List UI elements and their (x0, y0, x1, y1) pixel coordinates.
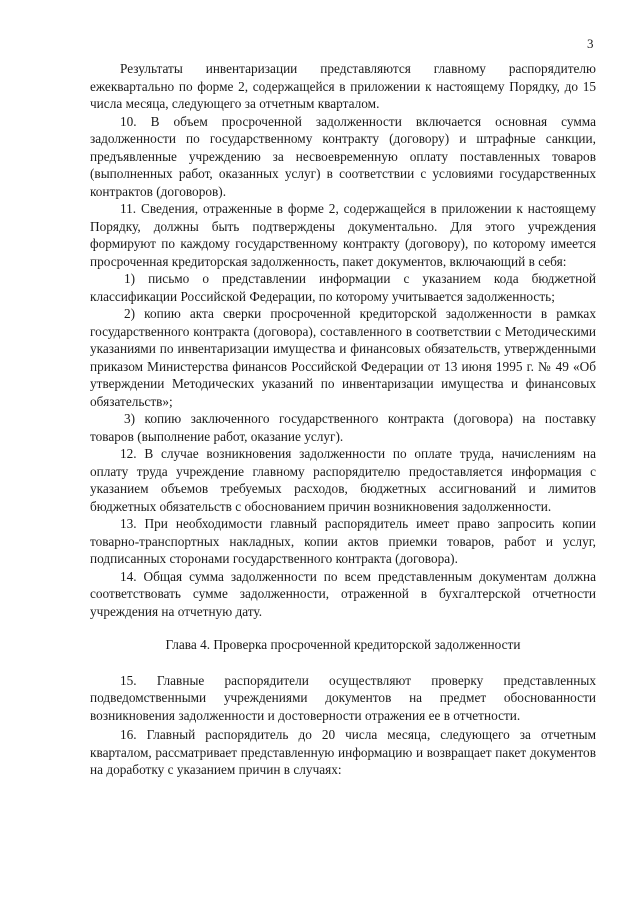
paragraph-inventory-results: Результаты инвентаризации представляются главному распорядителю ежеквартально по форме 2, содержащейся в приложении к настоящему Порядку, до 15 числа месяца, следующего за отчетным кварталом. (90, 61, 596, 111)
list-item-1: 1) письмо о представлении информации с указанием кода бюджетной классификации Российской Федерации, по которому учитывается задолженность; (90, 271, 596, 304)
paragraph-10: 10. В объем просроченной задолженности включается основная сумма задолженности по государственному контракту (договору) и штрафные санкции, предъявленные учреждению за несвоевременную оплату поставленных товаров (выполненных работ, оказанных услуг) в соответствии с условиями государственных контрактов (договоров). (90, 113, 596, 199)
list-item-3: 3) копию заключенного государственного контракта (договора) на поставку товаров (выполнение работ, оказание услуг). (90, 411, 596, 444)
chapter-title: Глава 4. Проверка просроченной кредиторской задолженности (165, 637, 521, 652)
document-body (90, 60, 596, 779)
paragraph-12: 12. В случае возникновения задолженности по оплате труда, начислениям на оплату труда учреждение главному распорядителю предоставляется информация с указанием объемов требуемых расходов, бюджетных ассигнований и лимитов бюджетных обязательств с обоснованием причин возникновения задолженности. (90, 446, 596, 514)
paragraph-15: 15. Главные распорядители осуществляют проверку представленных подведомственными учреждениями документов на предмет обоснованности возникновения задолженности и достоверности отражения ее в отчетности. (90, 672, 596, 723)
list-item-2: 2) копию акта сверки просроченной кредиторской задолженности в рамках государственного контракта (договора), составленного в соответствии с Методическими указаниями по инвентаризации имущества и финансовых обязательств, утвержденными приказом Министерства финансов Российской Федерации от 13 июня 1995 г. № 49 «Об утверждении Методических указаний по инвентаризации имущества и финансовых обязательств»; (90, 306, 596, 409)
paragraph-13: 13. При необходимости главный распорядитель имеет право запросить копии товарно-транспортных накладных, копии актов приемки товаров, работ и услуг, подписанных сторонами государственного контракта (договора). (90, 516, 596, 566)
page-number: 3 (587, 36, 594, 51)
paragraph-14: 14. Общая сумма задолженности по всем представленным документам должна соответствовать сумме задолженности, отраженной в бухгалтерской отчетности учреждения на отчетную дату. (90, 568, 596, 619)
paragraph-11: 11. Сведения, отраженные в форме 2, содержащейся в приложении к настоящему Порядку, должны быть подтверждены документально. Для этого учреждения формируют по каждому государственному контракту (договору), по которому имеется просроченная кредиторская задолженность, пакет документов, включающий в себя: (90, 201, 596, 269)
paragraph-16: 16. Главный распорядитель до 20 числа месяца, следующего за отчетным кварталом, рассматривает представленную информацию и возвращает пакет документов на доработку с указанием причин в случаях: (90, 727, 596, 777)
